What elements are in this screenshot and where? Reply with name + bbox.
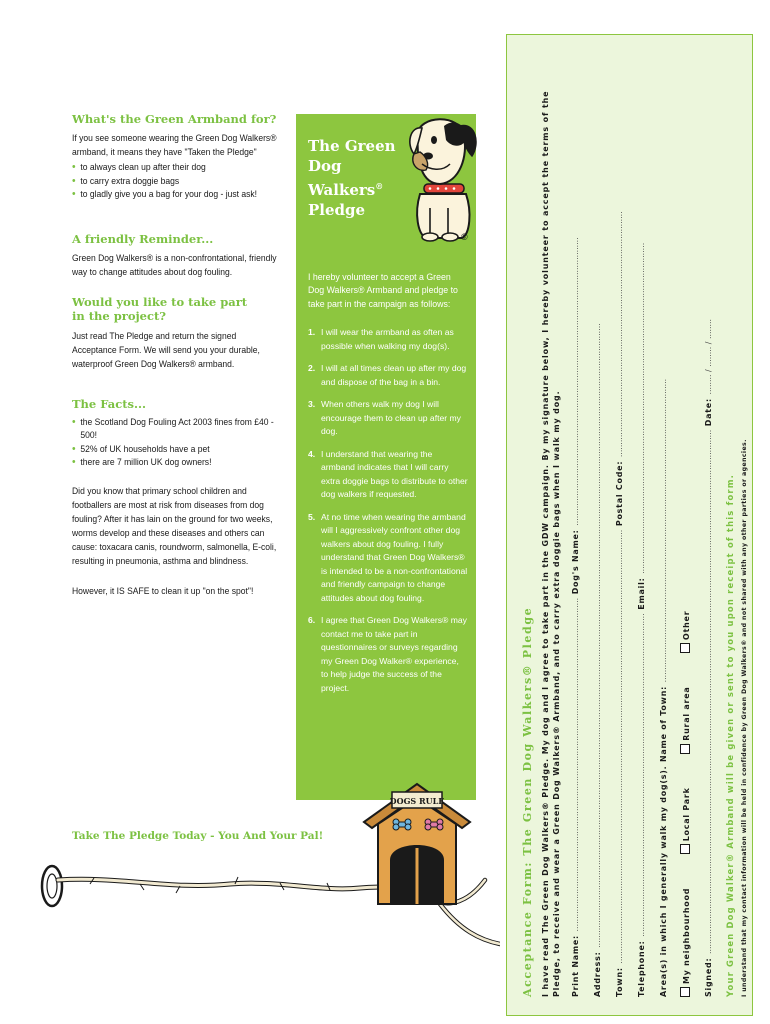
form-title: Acceptance Form: The Green Dog Walkers® Pledge <box>521 606 534 997</box>
form-footer: Your Green Dog Walker® Armband will be given or sent to you upon receipt of this form. <box>725 473 735 997</box>
facts-bullets <box>72 416 279 470</box>
pledge-item-number: 2. <box>308 363 316 373</box>
areas-label: Area(s) in which I generally walk my dog(s). Name of Town: <box>659 685 668 997</box>
join-heading-line1: Would you like to take part <box>72 294 248 309</box>
option-label: Rural area <box>682 686 691 741</box>
checkbox[interactable] <box>680 987 690 997</box>
form-row-areas <box>658 57 669 997</box>
option-label: Local Park <box>682 787 691 842</box>
pledge-item-number: 4. <box>308 448 316 459</box>
armband-heading: What's the Green Armband for? <box>72 112 277 126</box>
pledge-item <box>308 326 468 353</box>
armband-intro: If you see someone wearing the Green Dog Walkers® armband, it means they have "Taken the Pledge" <box>72 133 277 157</box>
option-local-park[interactable] <box>682 787 691 854</box>
address-label: Address: <box>593 951 602 997</box>
pledge-title-line2-end: Pledge <box>308 201 366 219</box>
town-field[interactable]: ............................................................................................................................................................................. <box>615 529 624 964</box>
pledge-item-number: 3. <box>308 399 316 409</box>
email-label: Email: <box>637 577 646 610</box>
pledge-item-text: I understand that wearing the armband indicates that I will carry extra doggie bags to distribute to other dog walkers if requested. <box>321 448 468 499</box>
join-heading-line2: in the project? <box>72 308 167 323</box>
info-column <box>72 112 278 598</box>
pledge-item <box>308 362 468 389</box>
checkbox[interactable] <box>680 844 690 854</box>
date-label: Date: <box>704 398 713 427</box>
form-row-town <box>614 57 625 997</box>
list-item: • to gladly give you a bag for your dog - just ask! <box>72 188 279 202</box>
facts-heading: The Facts... <box>72 396 147 411</box>
facts-safe: However, it IS SAFE to clean it up "on the spot"! <box>72 585 254 596</box>
pledge-item-text: I will at all times clean up after my dog and dispose of the bag in a bin. <box>321 363 467 387</box>
pledge-item-number: 5. <box>308 511 316 522</box>
list-item: • to carry extra doggie bags <box>72 175 279 189</box>
form-row-contact <box>636 57 647 997</box>
pledge-items <box>308 326 468 704</box>
form-row-options <box>680 57 692 997</box>
option-other[interactable] <box>682 611 691 653</box>
acceptance-form <box>507 35 750 1013</box>
form-row-names <box>570 57 581 997</box>
reminder-text: Green Dog Walkers® is a non-confrontational, friendly way to change attitudes about dog fouling. <box>72 252 277 277</box>
form-row-signature <box>703 57 714 997</box>
pledge-item <box>308 614 468 695</box>
checkbox[interactable] <box>680 643 690 653</box>
print-name-field[interactable]: ..................................................................................................................................... <box>571 597 580 932</box>
option-label: My neighbourhood <box>682 887 691 984</box>
pledge-item-number: 1. <box>308 327 316 337</box>
checkbox[interactable] <box>680 744 690 754</box>
pledge-item-text: When others walk my dog I will encourage them to clean up after my dog. <box>321 399 461 436</box>
pledge-title-line2: Walkers <box>308 181 376 199</box>
telephone-label: Telephone: <box>637 940 646 997</box>
pledge-item-number: 6. <box>308 615 316 625</box>
form-privacy-note: I understand that my contact information will be held in confidence by Green Dog Walkers® and not shared with any other parties or agencies. <box>741 439 748 997</box>
option-neighbourhood[interactable] <box>682 888 691 997</box>
telephone-field[interactable]: ................................................................................................................................. <box>637 613 646 937</box>
list-item: • to always clean up after their dog <box>72 161 279 175</box>
pledge-item-text: I will wear the armband as often as possible when walking my dog(s). <box>321 327 454 351</box>
pledge-title-line1: The Green Dog <box>308 137 396 175</box>
town-name-field[interactable]: ......................................................................................................................... <box>659 378 668 683</box>
date-field[interactable]: ........ / ........ / ........ <box>704 318 713 395</box>
postal-code-label: Postal Code: <box>615 460 624 527</box>
signed-label: Signed: <box>704 957 713 997</box>
join-text: Just read The Pledge and return the signed Acceptance Form. We will send you your durable, waterproof Green Dog Walkers® armband. <box>72 330 260 369</box>
kennel-sign-text: DOGS RULE <box>389 796 445 806</box>
signature-field[interactable]: ................................................................................................................................................................................................................. <box>704 429 713 955</box>
join-heading <box>72 295 278 323</box>
pledge-item-text: At no time when wearing the armband will I aggressively confront other dog walkers about dog fouling. I fully understand that Green Dog Walkers® is intended to be a non-confrontational and friendly campaign to change attitudes about dog fouling. <box>321 511 468 603</box>
option-rural-area[interactable] <box>682 687 691 754</box>
town-label: Town: <box>615 967 624 997</box>
pledge-intro: I hereby volunteer to accept a Green Dog Walkers® Armband and pledge to take part in the campaign as follows: <box>308 271 458 309</box>
email-field[interactable]: .................................................................................................................................... <box>637 242 646 574</box>
pledge-item <box>308 511 468 606</box>
pledge-item <box>308 398 468 439</box>
list-item: • there are 7 million UK dog owners! <box>72 456 279 470</box>
reminder-heading: A friendly Reminder... <box>72 231 214 246</box>
armband-bullets <box>72 161 279 202</box>
copyright-mark: © <box>461 232 468 242</box>
list-item: • 52% of UK households have a pet <box>72 443 279 457</box>
form-row-address <box>592 57 603 997</box>
dogs-name-field[interactable]: ................................................................................................................... <box>571 237 580 526</box>
pledge-item-text: I agree that Green Dog Walkers® may contact me to take part in questionnaires or surveys regarding my Green Dog Walker® experience, to help judge the success of the project. <box>321 615 467 693</box>
closing-slogan: Take The Pledge Today - You And Your Pal! <box>72 830 324 842</box>
dog-illustration <box>400 104 480 244</box>
form-lead-text: I have read The Green Dog Walkers® Pledge. My dog and I agree to take part in the GDW campaign. By my signature below, I hereby volunteer to accept the terms of the Pledge, to receive and wear a Green Dog Walkers® Armband, and to carry extra doggie bags when I walk my dog. <box>541 90 561 997</box>
print-name-label: Print Name: <box>571 935 580 997</box>
list-item: • the Scotland Dog Fouling Act 2003 fines from £40 - 500! <box>72 416 279 443</box>
kennel-illustration <box>362 778 472 908</box>
pledge-panel <box>296 114 476 800</box>
registered-mark: ® <box>375 181 384 191</box>
address-field[interactable]: ......................................................................................................................................................................................................................................................... <box>593 323 602 948</box>
facts-paragraph: Did you know that primary school children and footballers are most at risk from diseases from dog fouling? After it has lain on the ground for two weeks, worms develop and these diseases and others can cause: toxacara canis, roundworm, salmonella, E-coli, resulting in pneumonia, asthma and blindness. <box>72 485 277 566</box>
dogs-name-label: Dog's Name: <box>571 529 580 595</box>
postal-code-field[interactable]: .................................................................................................. <box>615 211 624 458</box>
option-label: Other <box>682 610 691 640</box>
pledge-item <box>308 448 468 502</box>
